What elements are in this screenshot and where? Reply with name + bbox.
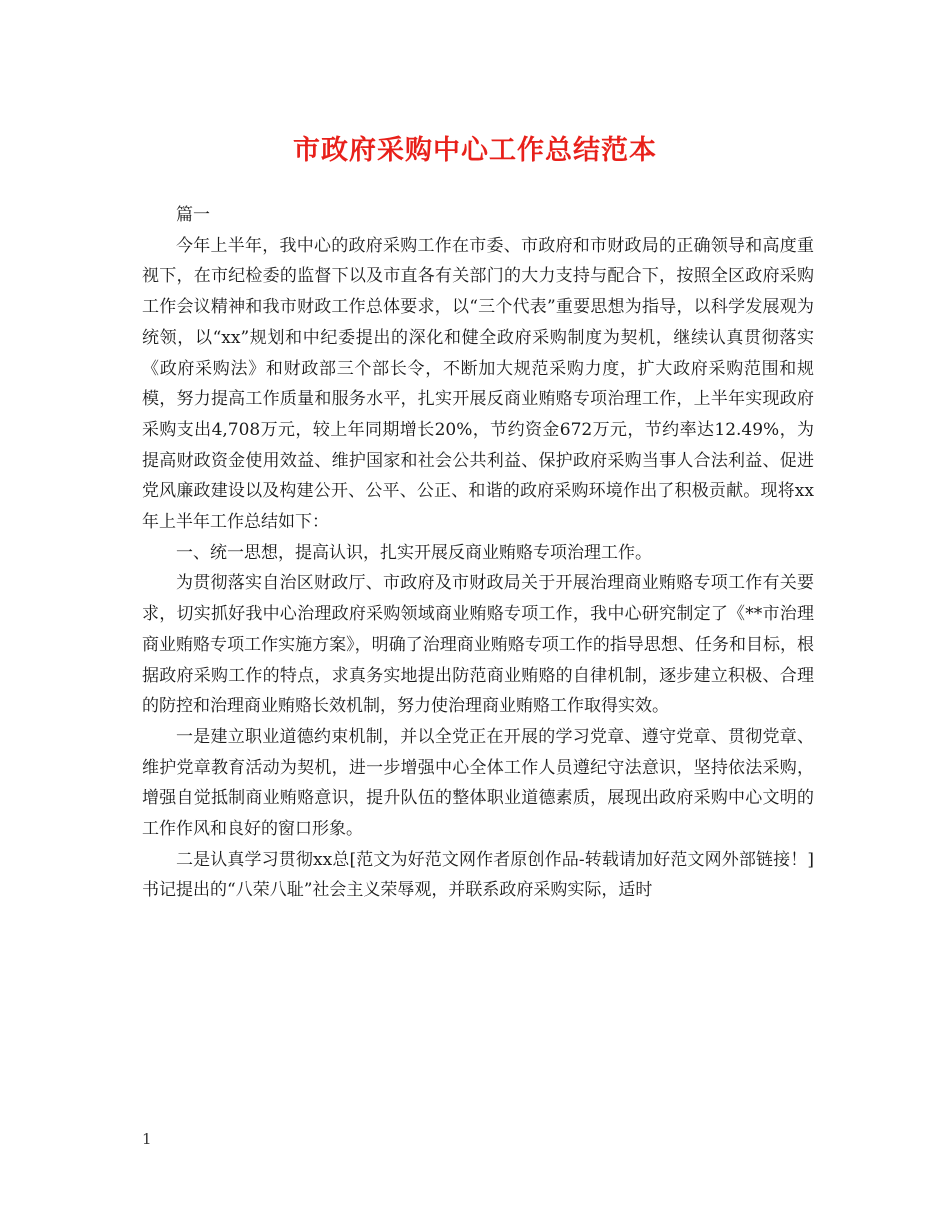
section-label: 篇一 [176,205,210,225]
section-heading: 一、统一思想，提高认识，扎实开展反商业贿赂专项治理工作。 [176,542,652,563]
paragraph: 为贯彻落实自治区财政厅、市政府及市财政局关于开展治理商业贿赂专项工作有关要求，切实抓好我中心治理政府采购领域商业贿赂专项工作，我中心研究制定了《**市治理商业贿赂专项工作实施方案》，明确了治理商业贿赂专项工作的指导思想、任务和目标，根据政府采购工作的特点，求真务实地提出防范商业贿赂的自律机制，逐步建立积极、合理的防控和治理商业贿赂长效机制，努力使治理商业贿赂工作取得实效。 [142,573,814,717]
paragraph-intro: 今年上半年，我中心的政府采购工作在市委、市政府和市财政局的正确领导和高度重视下，在市纪检委的监督下以及市直各有关部门的大力支持与配合下，按照全区政府采购工作会议精神和我市财政工作总体要求，以“三个代表”重要思想为指导，以科学发展观为统领，以“xx”规划和中纪委提出的深化和健全政府采购制度为契机，继续认真贯彻落实《政府采购法》和财政部三个部长令，不断加大规范采购力度，扩大政府采购范围和规模，努力提高工作质量和服务水平，扎实开展反商业贿赂专项治理工作，上半年实现政府采购支出4,708万元，较上年同期增长20%，节约资金672万元，节约率达12.49%，为提高财政资金使用效益、维护国家和社会公共利益、保护政府采购当事人合法利益、促进党风廉政建设以及构建公开、公平、公正、和谐的政府采购环境作出了积极贡献。现将xx年上半年工作总结如下： [142,235,814,533]
document-body [142,200,814,906]
paragraph: 二是认真学习贯彻xx总[范文为好范文网作者原创作品-转载请加好范文网外部链接！]书记提出的“八荣八耻”社会主义荣辱观，并联系政府采购实际，适时 [142,849,814,901]
page-number: 1 [142,1130,152,1148]
paragraph: 一是建立职业道德约束机制，并以全党正在开展的学习党章、遵守党章、贯彻党章、维护党章教育活动为契机，进一步增强中心全体工作人员遵纪守法意识，坚持依法采购，增强自觉抵制商业贿赂意识，提升队伍的整体职业道德素质，展现出政府采购中心文明的工作作风和良好的窗口形象。 [142,726,814,840]
document-title: 市政府采购中心工作总结范本 [293,135,657,166]
